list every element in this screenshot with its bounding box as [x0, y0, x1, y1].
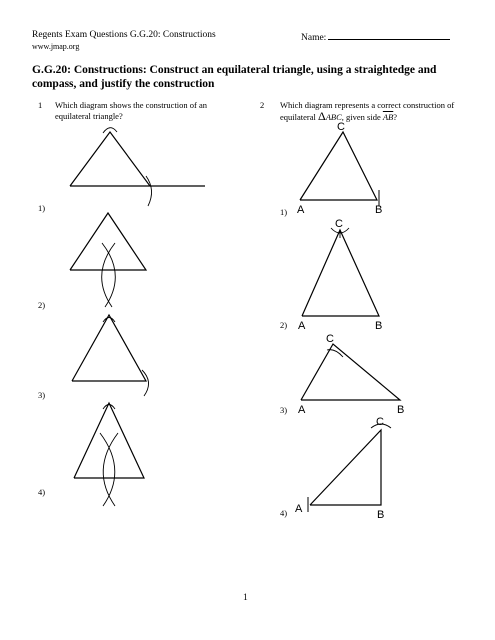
- q1-option-2-label: 2): [38, 300, 46, 310]
- name-blank-line: [328, 30, 450, 40]
- q2-option-4-label: 4): [280, 508, 288, 518]
- vertex-b-label: B: [377, 509, 385, 521]
- q2-option-3-label: 3): [280, 405, 288, 415]
- vertex-a-label: A: [297, 204, 305, 216]
- q1-option-3-label: 3): [38, 390, 46, 400]
- triangle-symbol: Δ: [318, 109, 326, 123]
- vertex-a-label: A: [298, 320, 306, 332]
- q2-option-1-label: 1): [280, 207, 288, 217]
- vertex-c-label: C: [335, 218, 343, 230]
- q1-option-4-figure: [60, 398, 180, 508]
- question-2-text-start: Which diagram represents a correct construction of equilateral: [280, 100, 455, 122]
- q2-option-1-figure: [295, 120, 405, 220]
- page-title: G.G.20: Constructions: Construct an equilateral triangle, using a straightedge and compass, and justify the construction: [32, 64, 437, 90]
- question-1-text: Which diagram shows the construction of an equilateral triangle?: [55, 100, 208, 121]
- question-1-number: 1: [38, 100, 43, 110]
- vertex-a-label: A: [295, 503, 303, 515]
- q2-option-3-figure: [295, 330, 415, 415]
- vertex-b-label: B: [375, 320, 383, 332]
- q2-option-4-figure: [295, 412, 405, 522]
- q1-option-1-label: 1): [38, 203, 46, 213]
- page-number: 1: [243, 593, 248, 603]
- vertex-c-label: C: [337, 121, 345, 133]
- question-2-number: 2: [260, 100, 265, 110]
- side-name: $\overline{AB}$: [382, 112, 394, 122]
- name-label: Name:: [301, 33, 327, 43]
- vertex-c-label: C: [326, 333, 334, 345]
- header-title: Regents Exam Questions G.G.20: Constructions: [32, 30, 216, 40]
- q2-option-2-label: 2): [280, 320, 288, 330]
- vertex-b-label: B: [397, 404, 405, 416]
- q2-option-2-figure: [295, 218, 405, 333]
- vertex-c-label: C: [376, 416, 384, 428]
- q1-option-3-figure: [60, 310, 170, 400]
- question-2-text-mid: , given side: [341, 112, 381, 122]
- vertex-a-label: A: [298, 404, 306, 416]
- triangle-name: ABC: [325, 112, 342, 122]
- q1-option-1-figure: [60, 110, 210, 210]
- question-2-text-end: ?: [393, 112, 398, 122]
- name-field: [301, 30, 450, 43]
- website-url[interactable]: www.jmap.org: [32, 42, 80, 51]
- q1-option-4-label: 4): [38, 487, 46, 497]
- q1-option-2-figure: [60, 210, 170, 320]
- vertex-b-label: B: [375, 204, 383, 216]
